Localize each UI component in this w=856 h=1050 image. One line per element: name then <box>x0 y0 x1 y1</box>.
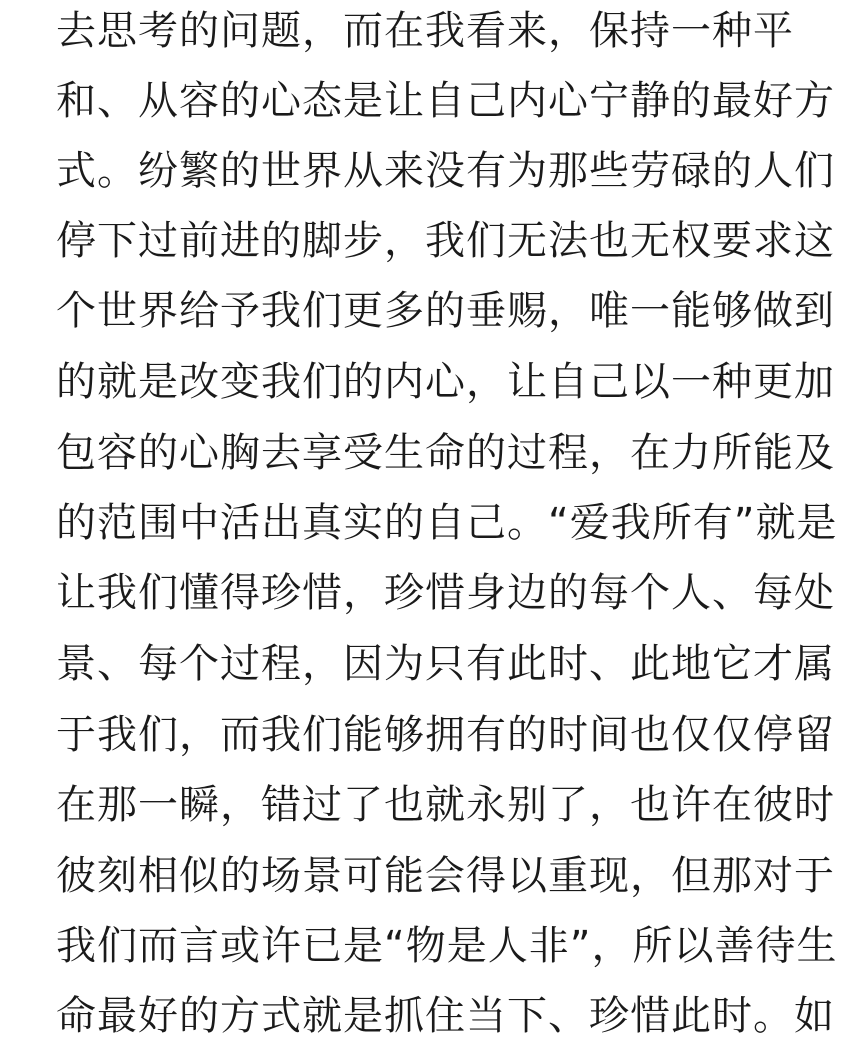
text-line: 在那一瞬，错过了也就永别了，也许在彼时 <box>56 782 835 828</box>
text-line: 景、每个过程，因为只有此时、此地它才属 <box>56 641 835 687</box>
text-line: 和、从容的心态是让自己内心宁静的最好方 <box>56 78 835 124</box>
text-line: 式。纷繁的世界从来没有为那些劳碌的人们 <box>56 148 835 194</box>
text-line: 让我们懂得珍惜，珍惜身边的每个人、每处 <box>56 570 835 616</box>
text-line: 我们而言或许已是“物是人非”，所以善待生 <box>56 923 838 969</box>
text-line: 于我们，而我们能够拥有的时间也仅仅停留 <box>56 712 835 758</box>
text-line: 个世界给予我们更多的垂赐，唯一能够做到 <box>56 288 835 334</box>
text-line: 彼刻相似的场景可能会得以重现，但那对于 <box>56 853 835 899</box>
text-line: 命最好的方式就是抓住当下、珍惜此时。如 <box>56 993 835 1039</box>
text-line: 包容的心胸去享受生命的过程，在力所能及 <box>56 430 835 476</box>
text-line: 停下过前进的脚步，我们无法也无权要求这 <box>56 218 835 264</box>
text-line: 的范围中活出真实的自己。“爱我所有”就是 <box>56 500 838 546</box>
text-line: 去思考的问题，而在我看来，保持一种平 <box>56 8 794 54</box>
text-line: 的就是改变我们的内心，让自己以一种更加 <box>56 359 835 405</box>
